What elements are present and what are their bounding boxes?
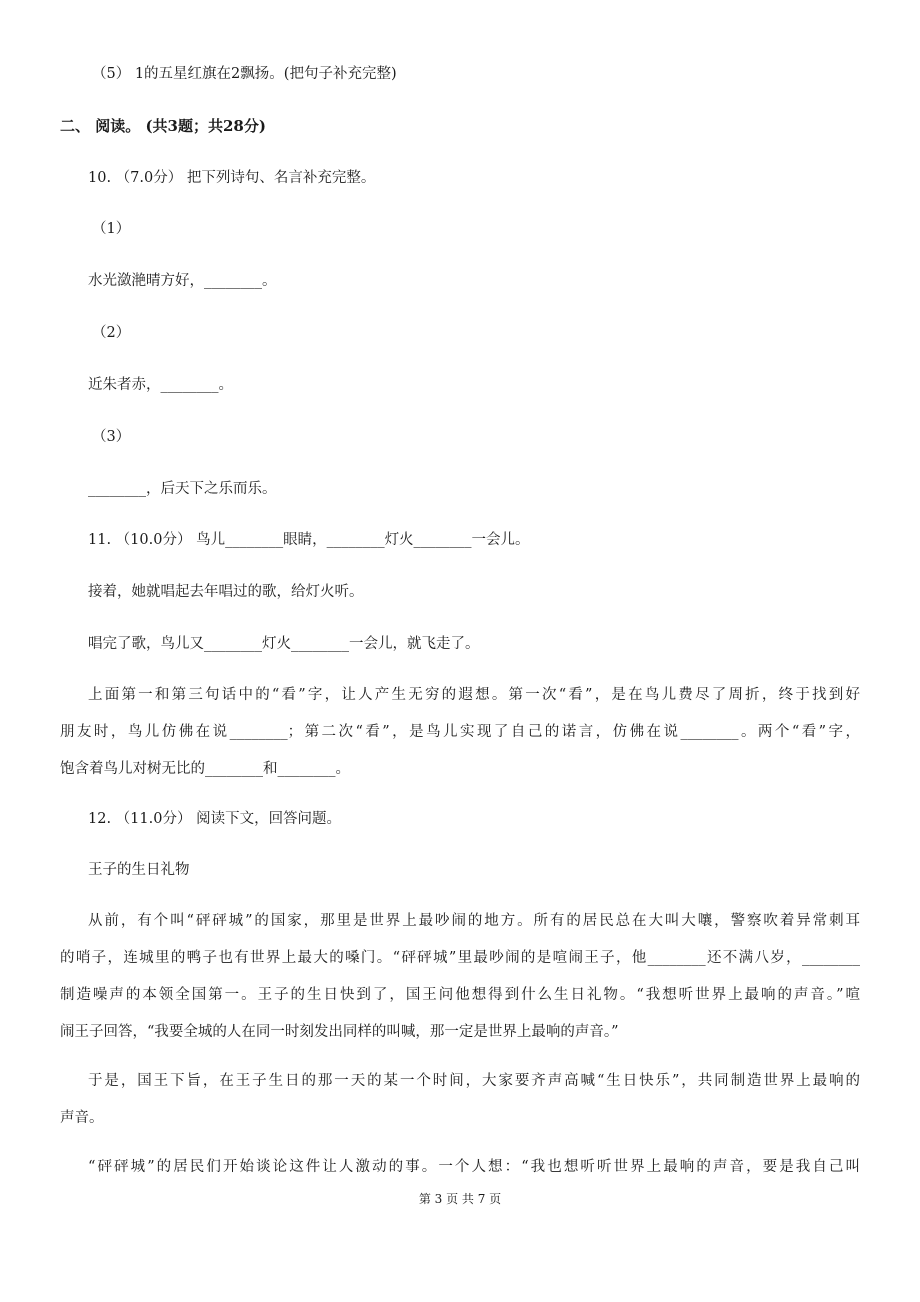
section-heading-reading: 二、 阅读。 (共3题；共28分) (60, 117, 266, 135)
question-11-line-3: 唱完了歌，鸟儿又________灯火________一会儿，就飞走了。 (88, 636, 480, 652)
passage-para-2-line-2: 声音。 (60, 1110, 104, 1126)
question-11-stem: 11. （10.0分） 鸟儿________眼睛，________灯火________一会儿。 (88, 532, 530, 548)
question-10-sub-1-label: （1） (92, 221, 131, 237)
passage-para-2-line-1: 于是，国王下旨，在王子生日的那一天的某一个时间，大家要齐声高喊“生日快乐”，共同制造世界上最响的 (88, 1073, 860, 1089)
passage-para-3-line-1: “砰砰城”的居民们开始谈论这件让人激动的事。一个人想：“我也想听听世界上最响的声音，要是我自己叫 (88, 1159, 860, 1175)
question-9-5: （5） 1的五星红旗在2飘扬。(把句子补充完整) (92, 66, 397, 82)
passage-para-1-line-1: 从前，有个叫“砰砰城”的国家，那里是世界上最吵闹的地方。所有的居民总在大叫大嚷，警察吹着异常刺耳 (88, 913, 860, 929)
passage-para-1-line-2: 的哨子，连城里的鸭子也有世界上最大的嗓门。“砰砰城”里最吵闹的是喧闹王子，他________还不满八岁，________ (60, 950, 860, 966)
question-10-sub-3-label: （3） (92, 429, 131, 445)
question-11-para-line-3: 饱含着鸟儿对树无比的________和________。 (60, 761, 350, 777)
passage-para-1-line-4: 闹王子回答，“我要全城的人在同一时刻发出同样的叫喊，那一定是世界上最响的声音。” (60, 1024, 619, 1040)
passage-title: 王子的生日礼物 (88, 862, 190, 878)
question-11-para-line-1: 上面第一和第三句话中的“看”字，让人产生无穷的遐想。第一次“看”，是在鸟儿费尽了周折，终于找到好 (88, 687, 860, 703)
page-footer: 第 3 页 共 7 页 (418, 1192, 502, 1206)
question-10-stem: 10. （7.0分） 把下列诗句、名言补充完整。 (88, 170, 376, 186)
question-12-stem: 12. （11.0分） 阅读下文，回答问题。 (88, 811, 342, 827)
question-11-para-line-2: 朋友时，鸟儿仿佛在说________；第二次“看”，是鸟儿实现了自己的诺言，仿佛在说________。两个“看”字， (60, 724, 860, 740)
question-10-sub-2-label: （2） (92, 325, 131, 341)
question-10-sub-3-text: ________，后天下之乐而乐。 (88, 481, 277, 497)
question-11-line-2: 接着，她就唱起去年唱过的歌，给灯火听。 (88, 584, 364, 600)
question-10-sub-2-text: 近朱者赤，________。 (88, 377, 233, 393)
question-10-sub-1-text: 水光潋滟晴方好，________。 (88, 273, 277, 289)
passage-para-1-line-3: 制造噪声的本领全国第一。王子的生日快到了，国王问他想得到什么生日礼物。“我想听世界上最响的声音。”喧 (60, 987, 860, 1003)
